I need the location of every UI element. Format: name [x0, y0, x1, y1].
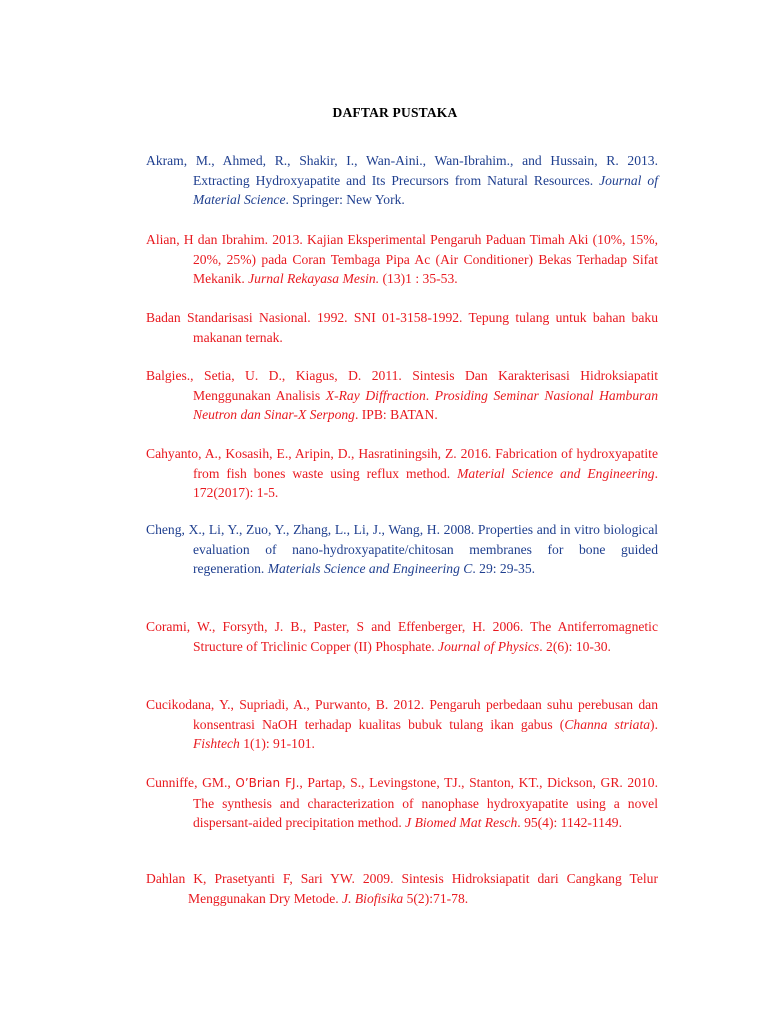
reference-text: O’Brian FJ. — [235, 776, 300, 790]
reference-item — [146, 151, 658, 210]
reference-text: , Partap, S., Levingstone, TJ., Stanton, KT., Dickson, GR. 2010. The synthesis and characterization of nanophase hydroxyapatite using a novel dispersant-aided precipitation method. — [193, 775, 658, 831]
reference-italic-text: Journal of Material Science — [193, 172, 658, 208]
reference-text: Akram, M., Ahmed, R., Shakir, I., Wan-Aini., Wan-Ibrahim., and Hussain, R. 2013. Extracting Hydroxyapatite and Its Precursors from Natural Resources. — [146, 153, 658, 188]
reference-italic-text: Jurnal Rekayasa Mesin. — [248, 271, 380, 287]
reference-text: ). — [650, 716, 658, 732]
reference-item — [146, 444, 658, 503]
reference-item — [146, 869, 658, 908]
reference-italic-text: Fishtech — [193, 736, 240, 752]
reference-text: Cunniffe, GM., — [146, 775, 236, 790]
reference-text: . 2(6): 10-30. — [539, 638, 611, 654]
reference-italic-text: Material Science and Engineering — [457, 465, 655, 481]
reference-italic-text: J. Biofisika — [342, 890, 404, 906]
reference-item — [146, 230, 658, 289]
reference-text: . 29: 29-35. — [472, 561, 536, 577]
reference-text: Alian, H dan Ibrahim. 2013. Kajian Eksperimental Pengaruh Paduan Timah Aki (10%, 15%, 20%, 25%) pada Coran Tembaga Pipa Ac (Air Conditioner) Bekas Terhadap Sifat Mekanik. — [146, 232, 658, 287]
reference-italic-text: J Biomed Mat Resch — [405, 815, 518, 831]
reference-italic-text: Channa striata — [564, 716, 651, 732]
reference-text: . IPB: BATAN. — [354, 407, 438, 423]
reference-item — [146, 773, 658, 833]
reference-text: 5(2):71-78. — [403, 890, 469, 906]
reference-item — [146, 617, 658, 656]
reference-text: Badan Standarisasi Nasional. 1992. SNI 01-3158-1992. Tepung tulang untuk bahan baku makanan ternak. — [146, 310, 658, 345]
reference-item — [146, 366, 658, 425]
reference-italic-text: Materials Science and Engineering C — [267, 561, 473, 577]
reference-text: (13)1 : 35-53. — [379, 271, 458, 287]
reference-italic-text: Prosiding Seminar Nasional Hamburan Neutron dan Sinar-X Serpong — [193, 387, 658, 423]
reference-text: Corami, W., Forsyth, J. B., Paster, S and Effenberger, H. 2006. The Antiferromagnetic Structure of Triclinic Copper (II) Phosphate. — [146, 619, 658, 654]
reference-text: . 172(2017): 1-5. — [193, 465, 658, 501]
reference-item — [146, 520, 658, 579]
reference-text: . Springer: New York. — [285, 192, 405, 208]
page-title: DAFTAR PUSTAKA — [332, 105, 458, 120]
reference-text: Cheng, X., Li, Y., Zuo, Y., Zhang, L., Li, J., Wang, H. 2008. Properties and in vitro biological evaluation of nano-hydroxyapatite/chitosan membranes for bone guided regeneration. — [146, 522, 658, 577]
reference-item — [146, 695, 658, 754]
reference-text: Dahlan K, Prasetyanti F, Sari YW. 2009. Sintesis Hidroksiapatit dari Cangkang Telur Menggunakan Dry Metode. — [146, 871, 658, 906]
reference-italic-text: X-Ray Diffraction — [325, 387, 426, 403]
reference-italic-text: Journal of Physics — [438, 638, 540, 654]
reference-text: 1(1): 91-101. — [239, 736, 315, 752]
reference-text: Cahyanto, A., Kosasih, E., Aripin, D., Hasratiningsih, Z. 2016. Fabrication of hydroxyapatite from fish bones waste using reflux method. — [146, 446, 658, 481]
reference-item — [146, 308, 658, 347]
reference-text: Cucikodana, Y., Supriadi, A., Purwanto, B. 2012. Pengaruh perbedaan suhu perebusan dan konsentrasi NaOH terhadap kualitas bubuk tulang ikan gabus ( — [146, 697, 658, 732]
reference-text: Balgies., Setia, U. D., Kiagus, D. 2011. Sintesis Dan Karakterisasi Hidroksiapatit Menggunakan Analisis — [146, 368, 658, 403]
reference-text: . — [425, 387, 435, 403]
reference-text: . 95(4): 1142-1149. — [517, 815, 622, 831]
